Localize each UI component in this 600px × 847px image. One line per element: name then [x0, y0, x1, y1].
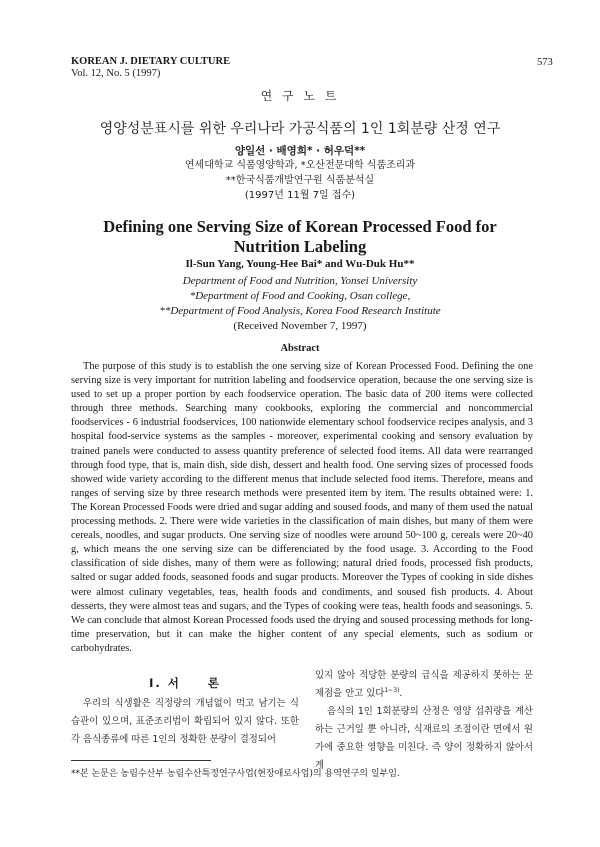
- abstract-heading: Abstract: [280, 343, 320, 354]
- citation-reference: 1~3): [384, 686, 400, 694]
- english-title-line-1: Defining one Serving Size of Korean Processed Food for: [103, 217, 497, 236]
- footnote: **본 논문은 농림수산부 농림수산특정연구사업(현장애로사업)의 용역연구의 일부임.: [71, 769, 400, 779]
- english-affiliation-3: **Department of Food Analysis, Korea Food Research Institute: [159, 305, 441, 317]
- intro-paragraph-continued: [315, 667, 533, 703]
- intro-period: .: [399, 688, 403, 699]
- footnote-divider: [71, 760, 211, 761]
- introduction-heading: I. 서 론: [149, 676, 221, 690]
- english-authors: Il-Sun Yang, Young-Hee Bai* and Wu-Duk Hu**: [185, 258, 415, 270]
- english-affiliation-2: *Department of Food and Cooking, Osan college,: [189, 290, 411, 302]
- korean-affiliation-1: 연세대학교 식품영양학과, *오산전문대학 식품조리과: [184, 160, 416, 171]
- english-title: [0, 217, 600, 257]
- intro-text-continued: 있지 않아 적당한 분량의 급식을 제공하지 못하는 문제점을 안고 있다: [315, 670, 533, 699]
- introduction-column-2: [315, 667, 533, 775]
- korean-received-date: (1997년 11월 7일 접수): [244, 190, 356, 201]
- page-number: 573: [537, 57, 553, 68]
- korean-authors: 양일선 · 배영희* · 허우덕**: [234, 145, 366, 157]
- journal-name: KOREAN J. DIETARY CULTURE: [71, 56, 231, 67]
- english-affiliation-1: Department of Food and Nutrition, Yonsei University: [182, 275, 418, 287]
- introduction-column-1: 우리의 식생활은 직정량의 개념없이 먹고 남기는 식습관이 있으며, 표준조리법이 확립되어 있지 않다. 또한 각 음식종류에 따른 1인의 정확한 분량이 결정되어: [71, 698, 299, 745]
- article-type: 연 구 노 트: [260, 89, 340, 103]
- english-received-date: (Received November 7, 1997): [233, 320, 367, 332]
- intro-paragraph-2: 음식의 1인 1회분량의 산정은 영양 섭취량을 계산하는 근거일 뿐 아니라, 식재료의 조절이란 면에서 원가에 중요한 영향을 미친다. 즉 양이 정확하지 않아서 계: [315, 706, 533, 771]
- abstract-body: The purpose of this study is to establish the one serving size of Korean Processed Food. Defining the one serving size is very important for nutrition labeling and foodservice operation, because the one serving size is used to set up a proper portion by each foodservice operation. The basic data of 200 items were collected through three methods. Searching many cookbooks, exploring the commercial and noncommercial foodservices - 6 industrial foodservices, 100 nationwide elementary school foodservice recipes analysis, and 3 hospital food-service systems as the samples - moreover, experimental cooking and sensory evaluation by trained panels were conducted to assess quantity preference of selected food items. All data were rearranged through food type, that is, main dish, side dish, dessert and health food. One serving sizes of processed foods showed wide variety according to the different menus that include selected food items. Therefore, means and ranges of serving size by three research methods were presented item by item. The results obtained were: 1. The Korean Processed Foods were dried and sugar adding and soused foods, and many of them used the natual processing methods. 2. There were wide varieties in the classification of main dishes, but many of them were cereals, noodles, and sugar products. One serving size of noodles were around 50~100 g, cereals were 20~40 g, which means the one serving size can be differenciated by the food usage. 3. According to the Food classification of side dishes, many of them were as following; natural dried foods, processed fish products, salted or sugar added foods, seasoned foods and sugar products. Moreover the Types of cooking in side dishes were almost culinary vegetables, teas, health foods and condiments, and soused fish products. 4. About desserts, they were almost teas and sugars, and the Types of cooking were teas, health foods and seasonings. 5. We can conclude that almost Korean Processed foods used the drying and soused processing methods for long-time preservation, but it can make the higher content of any special elements, such as sodium or carbohydrates.: [71, 361, 533, 654]
- korean-affiliation-2: **한국식품개발연구원 식품분석실: [225, 175, 375, 186]
- journal-volume: Vol. 12, No. 5 (1997): [71, 68, 161, 79]
- english-title-line-2: Nutrition Labeling: [233, 237, 367, 256]
- korean-title: 영양성분표시를 위한 우리나라 가공식품의 1인 1회분량 산정 연구: [99, 121, 501, 137]
